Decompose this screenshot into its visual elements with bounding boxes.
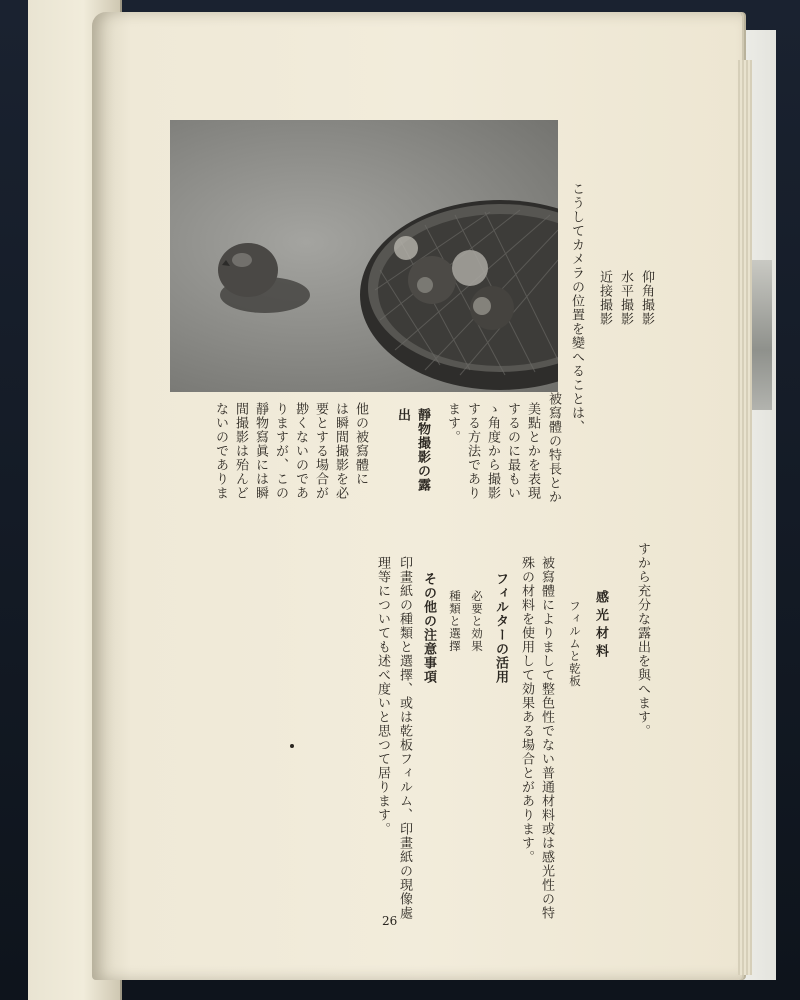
heading-other: その他の注意事項 xyxy=(421,572,436,684)
heading-still-life: 靜物撮影の露 xyxy=(415,408,430,492)
heading-still-life-cont: 出 xyxy=(395,408,410,422)
ink-dot xyxy=(290,744,294,748)
still-life-line: 尠くないのであ xyxy=(293,402,308,500)
filter-item: 種類と選擇 xyxy=(448,590,462,653)
body-line: する方法であり xyxy=(465,402,480,500)
still-life-line: ないのでありま xyxy=(213,402,228,500)
exposure-line: すから充分な露出を與へます。 xyxy=(635,542,650,738)
other-line: 印畫紙の種類と選擇、或は乾板フィルム、印畫紙の現像處 xyxy=(397,556,412,920)
heading-materials: 感光材料 xyxy=(593,590,608,662)
persimmon xyxy=(218,243,278,297)
still-life-line: は瞬間撮影を必 xyxy=(333,402,348,500)
body-line: ます。 xyxy=(445,402,460,444)
still-life-line: りますが、この xyxy=(273,402,288,500)
materials-line: 被寫體によりまして整色性でない普通材料或は感光性の特 xyxy=(539,556,554,920)
materials-sub: フィルムと乾板 xyxy=(568,600,582,688)
intro-line-2: 被寫體の特長とか xyxy=(546,392,561,504)
materials-line: 殊の材料を使用して効果ある場合とがあります。 xyxy=(519,556,534,864)
body-line: 美點とかを表現 xyxy=(525,402,540,500)
intro-line-1: こうしてカメラの位置を變へることは、 xyxy=(569,182,584,434)
still-life-photo xyxy=(170,120,558,392)
still-life-line: 他の被寫體に xyxy=(353,402,368,486)
other-line: 理等についても述べ度いと思つて居ります。 xyxy=(375,556,390,836)
still-life-line: 間撮影は殆んど xyxy=(233,402,248,500)
caption-closeup: 近接撮影 xyxy=(597,270,612,326)
caption-horizontal: 水平撮影 xyxy=(618,270,633,326)
page-number: 26 xyxy=(382,914,398,928)
page-edges xyxy=(738,60,752,975)
heading-filter: フィルターの活用 xyxy=(493,572,508,684)
still-life-photo-svg xyxy=(170,120,558,392)
still-life-line: 要とする場合が xyxy=(313,402,328,500)
body-line: するのに最もい xyxy=(505,402,520,500)
caption-elevation: 仰角撮影 xyxy=(639,270,654,326)
body-line: ゝ角度から撮影 xyxy=(485,402,500,500)
still-life-line: 靜物寫眞には瞬 xyxy=(253,402,268,500)
filter-item: 必要と効果 xyxy=(470,590,484,653)
basket-fruit-1 xyxy=(408,256,456,304)
